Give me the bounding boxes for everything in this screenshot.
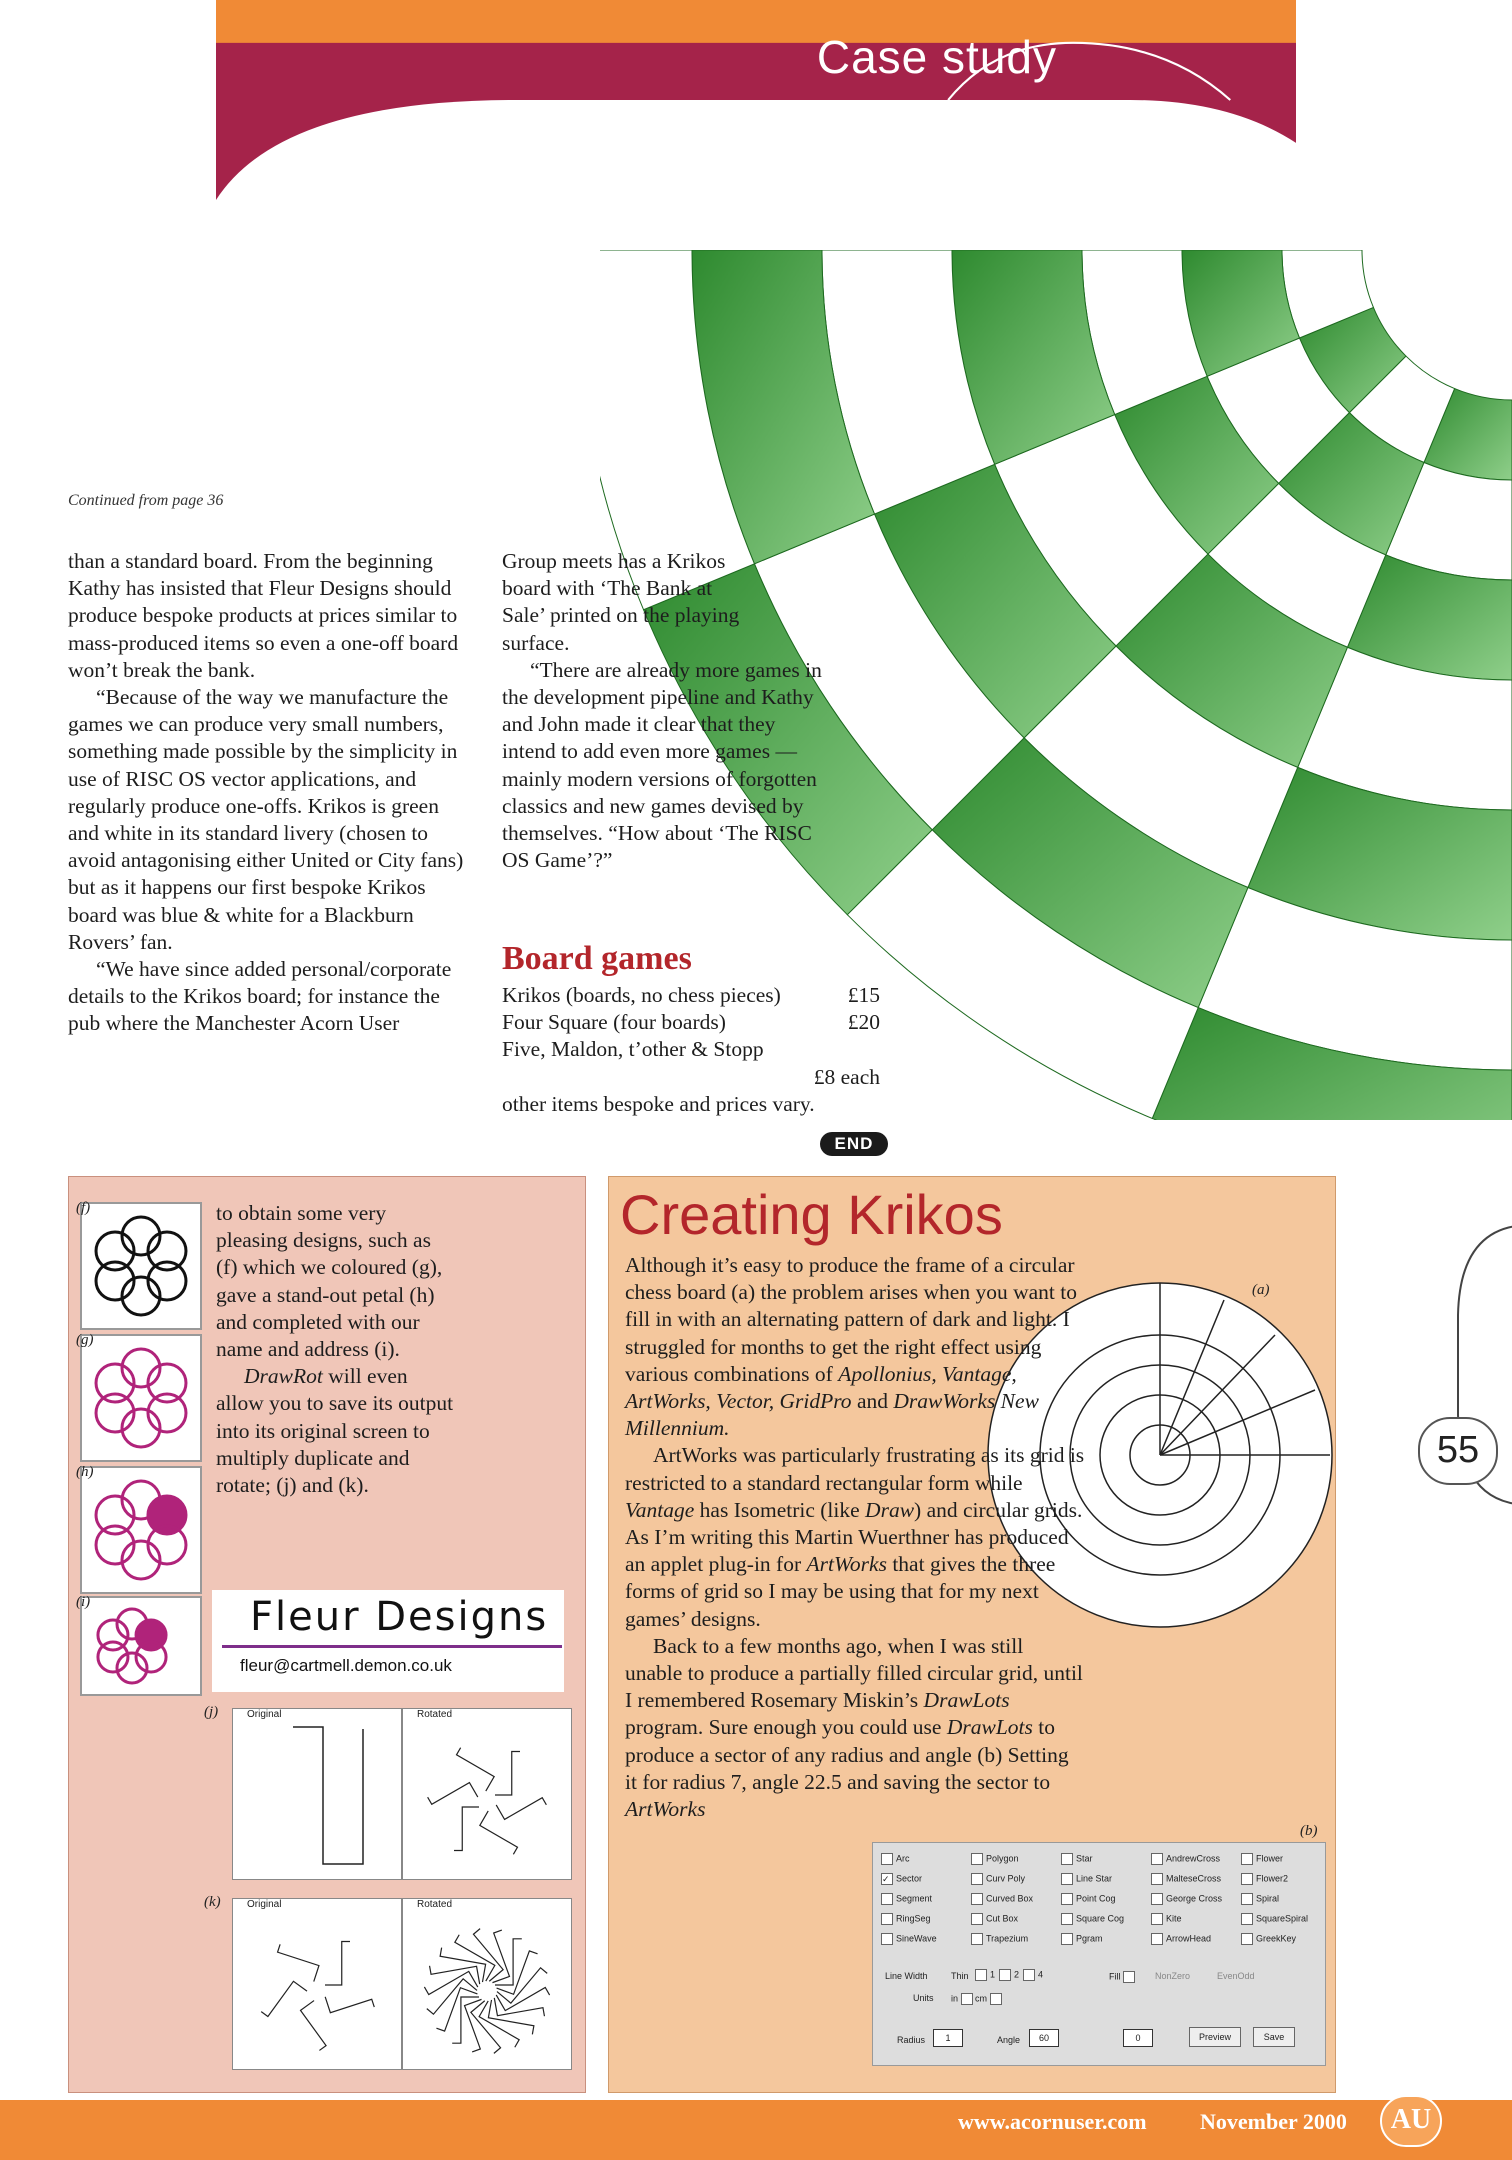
app-names: Apollonius, Vantage, ArtWorks, Vector, GridPro: [625, 1361, 1017, 1414]
option-label: Cut Box: [986, 1913, 1019, 1924]
option-label: AndrewCross: [1166, 1853, 1221, 1864]
rotated-shape: [325, 1983, 374, 2020]
option-label: Trapezium: [986, 1933, 1029, 1944]
width-option[interactable]: [1023, 1969, 1043, 1981]
checkbox[interactable]: [1151, 1893, 1163, 1905]
option-label: Flower: [1256, 1853, 1284, 1864]
figure-label: (h): [76, 1464, 94, 1480]
checkbox[interactable]: [1151, 1913, 1163, 1925]
shape-option[interactable]: [1061, 1893, 1116, 1905]
figure-label: (a): [1252, 1282, 1270, 1298]
checkbox[interactable]: [971, 1913, 983, 1925]
rotated-shape: [325, 1942, 350, 1986]
left-box-text: [216, 1200, 456, 1499]
option-label: George Cross: [1166, 1893, 1223, 1904]
units-label: Units: [913, 1993, 934, 2003]
option-label: cm: [975, 1993, 987, 2004]
shape-option[interactable]: [1241, 1913, 1308, 1925]
option-label: Segment: [896, 1893, 933, 1904]
divider: [222, 1645, 562, 1648]
paragraph: “There are already more games in the development pipeline and Kathy and John made it clear that they intend to add even more games — mainly modern versions of forgotten classics and new games devised by themselves. “How about ‘The RISC OS Game’?”: [502, 657, 822, 873]
paragraph: [625, 1633, 1085, 1823]
figure-i: [80, 1596, 202, 1696]
rotated-shape: [495, 1752, 520, 1796]
flower-logo-icon: [82, 1598, 200, 1694]
paragraph: Group meets has a Krikos board with ‘The Bank at Sale’ printed on the playing surface.: [502, 549, 740, 655]
shape-option[interactable]: [971, 1853, 1019, 1865]
text: Although it’s easy to produce the frame of a circular chess board (a) the problem arises when you want to fill in with an alternating pattern of dark and light. I struggled for months to get the right effect using various combinations of: [625, 1253, 1077, 1386]
rotated-shape: [272, 1944, 321, 1981]
price-row: [502, 1009, 880, 1036]
angle-field[interactable]: 60: [1029, 2029, 1059, 2047]
figure-g: [80, 1334, 202, 1462]
checkbox[interactable]: [1241, 1853, 1253, 1865]
paragraph: “Because of the way we manufacture the games we can produce very small numbers, something made possible by the simplicity in use of RISC OS vector applications, and regularly produce one-offs. Krikos is green and white in its standard livery (chosen to avoid antagonising either United or City fans) but as it happens our first bespoke Krikos board was blue & white for a Blackburn Rovers’ fan.: [68, 685, 464, 954]
article-column-2: [502, 548, 832, 874]
price-list: [502, 982, 880, 1118]
save-button[interactable]: Save: [1253, 2027, 1295, 2047]
shape-option[interactable]: [1241, 1873, 1288, 1885]
paragraph: [625, 1442, 1085, 1632]
text: ArtWorks was particularly frustrating as its grid is restricted to a standard rectangular form while: [625, 1443, 1085, 1495]
app-name: ArtWorks: [806, 1552, 887, 1577]
dense-pattern-icon: [403, 1899, 571, 2069]
text: program. Sure enough you could use: [625, 1715, 947, 1740]
rotated-shape: [448, 1748, 498, 1791]
shape-option[interactable]: [1061, 1913, 1124, 1925]
checkbox[interactable]: [1241, 1933, 1253, 1945]
option-label: Curved Box: [986, 1893, 1034, 1904]
checkbox[interactable]: [1151, 1853, 1163, 1865]
petal: [148, 1496, 186, 1534]
app-name: DrawLots: [946, 1715, 1033, 1740]
checkbox[interactable]: [1151, 1873, 1163, 1885]
checkbox[interactable]: [881, 1913, 893, 1925]
shape-option[interactable]: [881, 1873, 922, 1885]
panel-label: Rotated: [417, 1899, 453, 1910]
rotated-shape: [446, 1935, 499, 1981]
rotated-shape: [436, 1985, 477, 2038]
figure-h: [80, 1466, 202, 1594]
shape-option[interactable]: [881, 1853, 910, 1865]
flower-outline-icon: [82, 1204, 200, 1328]
text: will even allow you to save its output into its original screen to multiply duplicate and rotate; (j) and (k).: [216, 1364, 454, 1498]
evenodd-option[interactable]: EvenOdd: [1217, 1971, 1255, 1981]
option-label: SineWave: [896, 1933, 937, 1944]
option-label: Kite: [1166, 1913, 1182, 1924]
checkbox[interactable]: [1061, 1893, 1073, 1905]
price-footer: other items bespoke and prices vary.: [502, 1091, 815, 1116]
option-label: 2: [1014, 1969, 1020, 1980]
shape-option[interactable]: [971, 1933, 1028, 1945]
item-price: £15: [847, 983, 880, 1007]
rotated-shape: [476, 1811, 526, 1854]
checkbox[interactable]: [1061, 1873, 1073, 1885]
option-label: Fill: [1109, 1971, 1121, 1982]
shape-option[interactable]: [1061, 1933, 1103, 1945]
figure-label: (b): [1300, 1823, 1318, 1839]
rotated-shape: [495, 1939, 522, 1985]
figure-f: [80, 1202, 202, 1330]
page-number: 55: [1418, 1417, 1498, 1485]
radius-label: Radius: [897, 2035, 926, 2045]
item-name: Five, Maldon, t’other & Stopp: [502, 1037, 764, 1062]
checkbox[interactable]: [971, 1853, 983, 1865]
app-name: DrawWorks New Millennium.: [625, 1389, 1039, 1441]
price-row: [502, 982, 880, 1009]
rotated-shape: [475, 2001, 528, 2047]
footer-date: November 2000: [1200, 2109, 1347, 2134]
checkbox[interactable]: [1061, 1853, 1073, 1865]
checkbox[interactable]: [1241, 1913, 1253, 1925]
shape-option[interactable]: [1061, 1873, 1112, 1885]
footer-url[interactable]: www.acornuser.com: [958, 2109, 1147, 2134]
figure-k-original: [232, 1898, 402, 2070]
checkbox[interactable]: [1241, 1873, 1253, 1885]
flower-petal-icon: [82, 1468, 200, 1592]
end-badge: END: [820, 1132, 888, 1156]
creating-krikos-title: Creating Krikos: [620, 1183, 1003, 1246]
l-shape-icon: [233, 1709, 401, 1879]
rotated-shape: [452, 1997, 479, 2043]
width-option[interactable]: [975, 1969, 995, 1981]
figure-label: (i): [76, 1594, 91, 1610]
option-label: in: [951, 1993, 959, 2004]
rotated-shape: [428, 1775, 478, 1818]
rotated-shape: [294, 2001, 340, 2051]
units-in-option[interactable]: [951, 1993, 976, 2005]
figure-label: (j): [204, 1704, 219, 1720]
option-label: 4: [1038, 1969, 1044, 1980]
rotated-shape: [497, 1945, 538, 1998]
rotated-shape: [496, 1783, 546, 1826]
option-label: Point Cog: [1076, 1893, 1116, 1904]
option-label: Pgram: [1076, 1933, 1103, 1944]
checkbox[interactable]: [1241, 1893, 1253, 1905]
shape-option[interactable]: [1151, 1853, 1220, 1865]
option-label: RingSeg: [896, 1913, 931, 1924]
rotated-shape: [487, 2000, 537, 2034]
paragraph: [625, 1252, 1085, 1442]
panel-label: Rotated: [417, 1709, 453, 1720]
option-label: Flower2: [1256, 1873, 1289, 1884]
rotated-shape: [454, 1807, 479, 1851]
text: that gives the three forms of grid so I may be using that for my next games’ designs.: [625, 1552, 1056, 1631]
option-label: GreekKey: [1256, 1933, 1297, 1944]
line-width-label: Line Width: [885, 1971, 928, 1981]
nonzero-option[interactable]: NonZero: [1155, 1971, 1191, 1981]
paragraph: “We have since added personal/corporate details to the Krikos board; for instance the pub where the Manchester Acorn User: [68, 957, 452, 1036]
text: to produce a sector of any radius and angle (b) Setting it for radius 7, angle 22.5 and saving the sector to: [625, 1715, 1069, 1794]
option-label: Star: [1076, 1853, 1093, 1864]
figure-label: (f): [76, 1200, 91, 1216]
option-label: Line Star: [1076, 1873, 1113, 1884]
app-name: DrawLots: [923, 1688, 1010, 1713]
app-name: Draw: [865, 1497, 915, 1522]
shape-option[interactable]: [881, 1913, 931, 1925]
drawlots-window: [872, 1842, 1326, 2066]
option-label: MalteseCross: [1166, 1873, 1222, 1884]
item-price: £20: [847, 1010, 880, 1035]
text: and: [851, 1389, 894, 1414]
option-label: Sector: [896, 1873, 923, 1884]
figure-label: (g): [76, 1332, 94, 1348]
shape-option[interactable]: [1151, 1893, 1222, 1905]
app-name: DrawRot: [244, 1364, 323, 1389]
rotated-shape: [261, 1976, 307, 2026]
preview-button[interactable]: Preview: [1189, 2027, 1241, 2047]
rotated-shapes-icon: [233, 1899, 401, 2069]
text: ) and circular grids. As I’m writing this Martin Wuerthner has produced an applet plug-in for: [625, 1497, 1083, 1577]
item-name: Four Square (four boards): [502, 1010, 726, 1035]
option-label: ArrowHead: [1166, 1933, 1212, 1944]
continued-note: Continued from page 36: [68, 492, 224, 509]
fleur-email: fleur@cartmell.demon.co.uk: [240, 1656, 452, 1675]
app-name: Vantage: [625, 1497, 695, 1522]
option-label: Square Cog: [1076, 1913, 1125, 1924]
panel-label: Original: [247, 1709, 282, 1720]
option-label: Polygon: [986, 1853, 1019, 1864]
option-label: 1: [990, 1969, 996, 1980]
shape-option[interactable]: [1151, 1873, 1221, 1885]
paragraph: than a standard board. From the beginning Kathy has insisted that Fleur Designs should produce bespoke products at prices similar to mass-produced items so even a one-off board won’t break the bank.: [68, 549, 459, 682]
option-label: Spiral: [1256, 1893, 1280, 1904]
thin-label: Thin: [951, 1971, 969, 1981]
width-option[interactable]: [999, 1969, 1019, 1981]
app-name: ArtWorks: [625, 1797, 706, 1822]
checkbox[interactable]: [881, 1893, 893, 1905]
option-label: Curv Poly: [986, 1873, 1026, 1884]
shape-option[interactable]: [881, 1893, 932, 1905]
shape-option[interactable]: [881, 1933, 937, 1945]
article-column-1: [68, 548, 464, 1038]
fleur-designs-title: Fleur Designs: [250, 1594, 549, 1640]
item-name: Krikos (boards, no chess pieces): [502, 983, 781, 1007]
flower-magenta-icon: [82, 1336, 200, 1460]
angle-label: Angle: [997, 2035, 1021, 2045]
checkbox[interactable]: [881, 1853, 893, 1865]
checkbox[interactable]: [971, 1893, 983, 1905]
option-label: Arc: [896, 1853, 910, 1864]
checkbox[interactable]: [1151, 1933, 1163, 1945]
shape-option[interactable]: [1151, 1913, 1182, 1925]
paragraph: [216, 1363, 456, 1499]
text: Back to a few months ago, when I was still unable to produce a partially filled circular grid, until I remembered Rosemary Miskin’s: [625, 1633, 1083, 1713]
figure-label: (k): [204, 1894, 221, 1910]
section-title: Case study: [816, 31, 1057, 83]
shape-option[interactable]: [971, 1873, 1025, 1885]
checkbox[interactable]: [1061, 1933, 1073, 1945]
figure-j-original: [232, 1708, 402, 1880]
paragraph: to obtain some very pleasing designs, such as (f) which we coloured (g), gave a stand-out petal (h) and completed with our name and address (i).: [216, 1201, 443, 1362]
price-row: [502, 1036, 880, 1063]
option-label: SquareSpiral: [1256, 1913, 1309, 1924]
board-games-heading: Board games: [502, 940, 692, 977]
checkbox[interactable]: [971, 1873, 983, 1885]
figure-k-rotated: [402, 1898, 572, 2070]
shape-option[interactable]: [971, 1893, 1033, 1905]
acorn-user-logo: AU: [1380, 2095, 1442, 2147]
shape-option[interactable]: [1241, 1933, 1296, 1945]
rotated-shape: [437, 1948, 487, 1982]
fill-toggle[interactable]: [1109, 1971, 1138, 1983]
extra-field[interactable]: 0: [1123, 2029, 1153, 2047]
rotated-shapes-icon: [403, 1709, 571, 1879]
text: has Isometric (like: [694, 1497, 866, 1522]
each-price: £8 each: [813, 1064, 880, 1089]
checkbox[interactable]: [1061, 1913, 1073, 1925]
shape-option[interactable]: [1061, 1853, 1093, 1865]
radius-field[interactable]: 1: [933, 2029, 963, 2047]
shape-option[interactable]: [1241, 1893, 1279, 1905]
figure-j-rotated: [402, 1708, 572, 1880]
creating-krikos-text: [625, 1252, 1085, 1823]
checkbox[interactable]: [971, 1933, 983, 1945]
units-cm-option[interactable]: [975, 1993, 1005, 2005]
panel-label: Original: [247, 1899, 282, 1910]
shape-option[interactable]: [1151, 1933, 1211, 1945]
shape-option[interactable]: [971, 1913, 1018, 1925]
shape-option[interactable]: [1241, 1853, 1283, 1865]
checkbox[interactable]: [881, 1933, 893, 1945]
checkbox[interactable]: ✓: [881, 1873, 893, 1885]
